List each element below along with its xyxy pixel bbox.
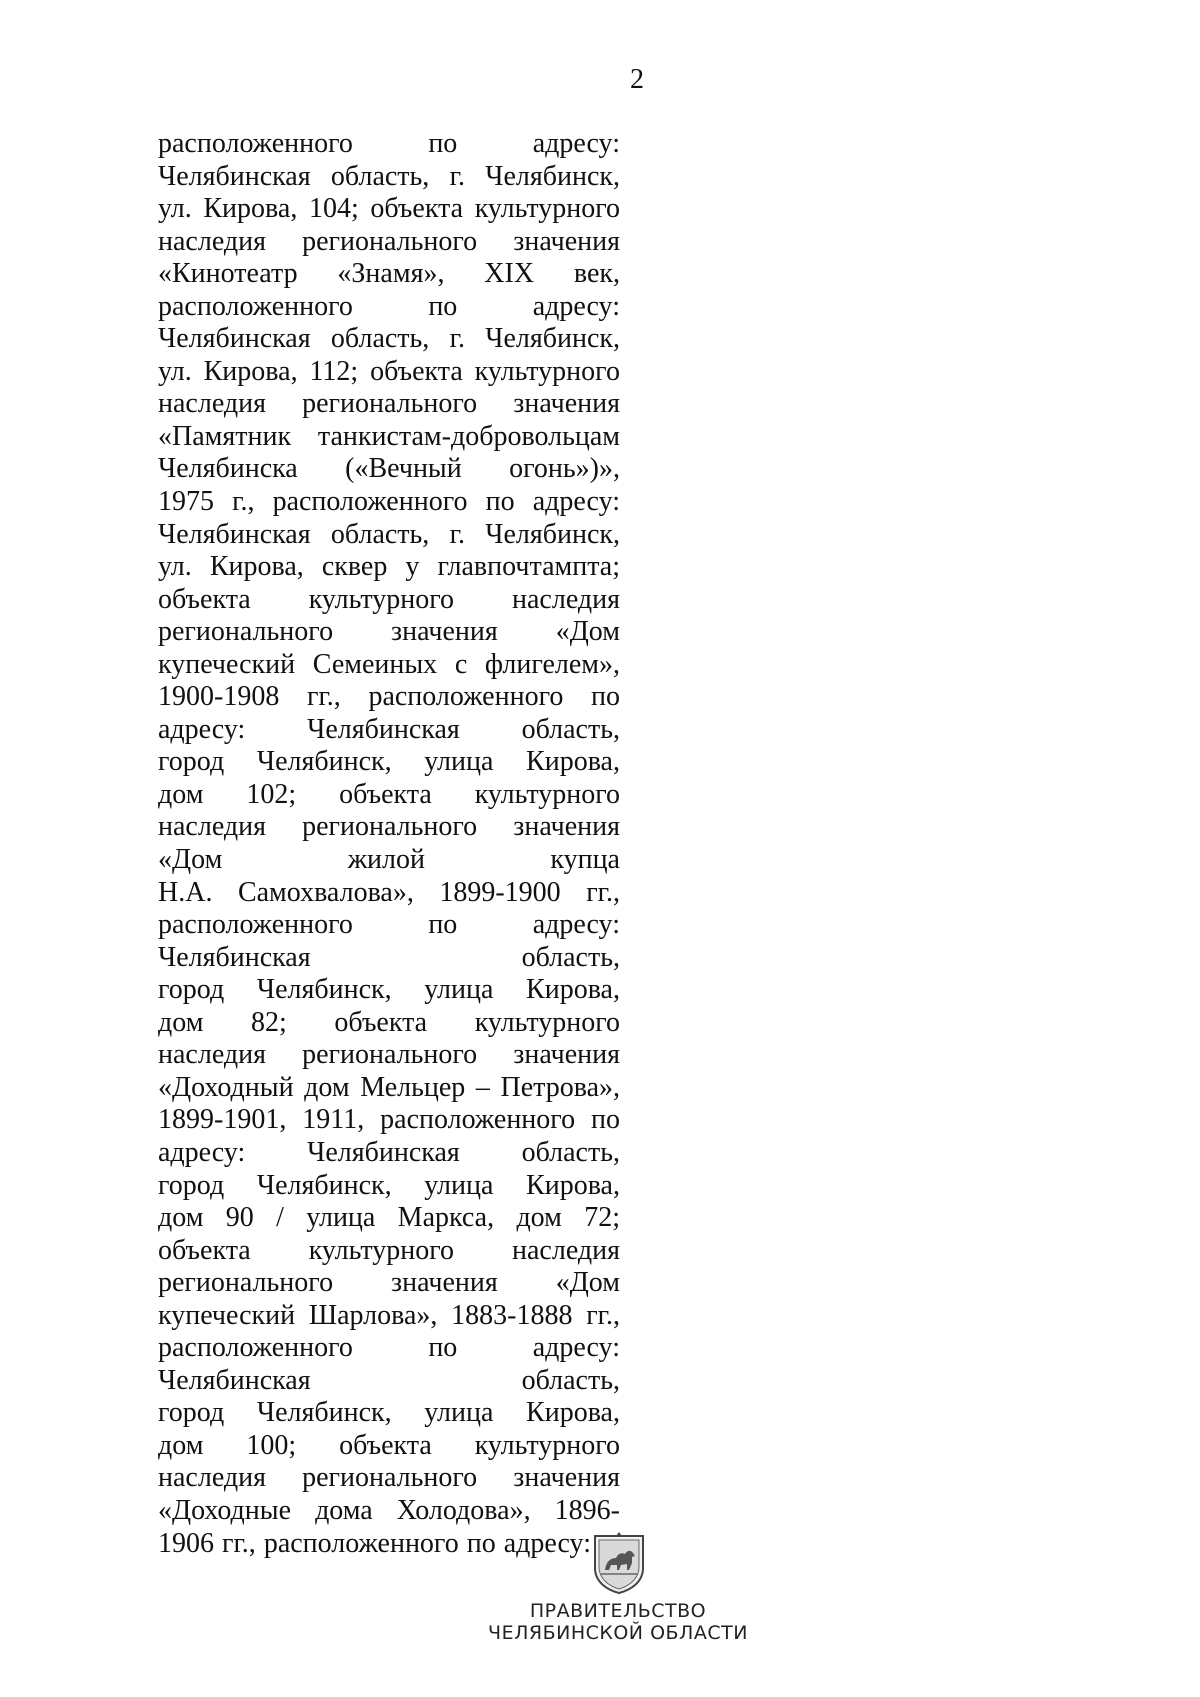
text-word: расположенного [158,1332,353,1364]
text-word: область, [330,518,430,550]
text-line [158,584,620,617]
text-word: 1896- [554,1494,620,1526]
text-word: у [405,551,420,583]
text-word: дом [158,1429,204,1461]
text-word: Челябинск, [256,1397,392,1429]
text-word: объекта [370,355,463,387]
text-line [158,1332,620,1365]
text-word: расположенного [158,909,353,941]
text-word: объекта [334,1006,428,1038]
text-word: «Дом [555,1267,620,1299]
text-word: г. [449,160,465,192]
text-word: «Дом [158,844,223,876]
text-word: по [428,1332,458,1364]
text-word: расположенного [380,1104,576,1136]
text-word: регионального [302,811,478,843]
text-word: адресу: [158,1136,246,1168]
text-word: город [158,1169,225,1201]
text-line [158,1397,620,1430]
text-line [158,844,620,877]
text-line [158,161,620,194]
text-word: регионального [302,225,478,257]
text-word: Челябинск, [256,746,392,778]
text-word: по [428,909,458,941]
text-word: регионального [302,388,478,420]
text-word: дом [304,1071,350,1103]
text-word: значения [513,811,620,843]
text-word: Челябинск, [256,974,392,1006]
text-word: Челябинск, [256,1169,392,1201]
text-word: Самохвалова», [237,876,414,908]
text-word: значения [391,1267,498,1299]
text-word: наследия [158,811,266,843]
text-word: культурного [474,355,620,387]
text-word: «Памятник [158,420,292,452]
text-line [158,388,620,421]
text-line [158,909,620,942]
text-line [158,258,620,291]
text-word: улица [424,746,494,778]
text-word: гг., [586,1299,620,1331]
text-word: 72; [584,1202,620,1234]
text-word: улица [424,1169,494,1201]
text-word: культурного [474,1006,620,1038]
text-word: адресу: [532,128,620,159]
text-line [158,811,620,844]
text-word: г. [449,323,465,355]
text-word: культурного [308,1234,454,1266]
text-word: дом [158,778,204,810]
text-word: по [428,128,458,159]
text-word: век, [573,258,620,290]
text-word: культурного [474,1429,620,1461]
text-word: культурного [308,583,454,615]
text-line [158,1235,620,1268]
text-word: адресу: [532,486,620,518]
text-line [158,746,620,779]
coat-of-arms-icon [591,1530,647,1594]
text-word: 104; [308,193,359,225]
text-line [158,1365,620,1398]
text-word: 100; [246,1429,297,1461]
text-line [158,486,620,519]
text-word: область, [521,1364,620,1396]
text-word: Кирова, [526,746,620,778]
text-word: «Доходный [158,1071,294,1103]
text-word: дом [516,1202,562,1234]
text-line [158,453,620,486]
text-word: значения [391,616,498,648]
text-word: 1975 [158,486,214,518]
text-word: регионального [158,616,334,648]
text-word: («Вечный [345,453,462,485]
text-word: дом [158,1202,204,1234]
government-stamp [466,1527,768,1644]
text-word: регионального [302,1462,478,1494]
text-word: объекта [158,1234,251,1266]
text-word: по [485,486,515,518]
text-word: «Доходные [158,1494,291,1526]
text-line [158,356,620,389]
text-word: ул. [158,355,192,387]
text-line [158,291,620,324]
text-word: 1906 [158,1527,214,1559]
text-word: главпочтампта; [437,551,620,583]
text-word: город [158,1397,225,1429]
text-word: объекта [339,778,432,810]
text-word: Петрова», [500,1071,620,1103]
text-word: Н.А. [158,876,213,908]
text-word: наследия [158,388,266,420]
text-word: г., [232,486,255,518]
text-line [158,1430,620,1463]
text-word: расположенного [272,486,468,518]
text-word: танкистам-добровольцам [317,420,620,452]
text-word: объекта [339,1429,432,1461]
text-word: / [276,1202,284,1234]
text-word: ул. [158,551,192,583]
text-word: Челябинская [158,323,311,355]
text-word: флигелем», [484,648,620,680]
text-word: гг., [222,1527,256,1559]
text-word: адресу: [532,909,620,941]
text-word: расположенного [263,1527,459,1559]
text-word: 90 [225,1202,254,1234]
text-word: купеческий [158,1299,296,1331]
text-word: 112; [309,355,359,387]
text-line [158,1202,620,1235]
page-number: 2 [630,64,644,95]
text-word: гг., [306,681,341,713]
text-word: наследия [512,583,620,615]
text-word: 1883-1888 [451,1299,573,1331]
text-word: Холодова», [396,1494,531,1526]
text-line [158,1039,620,1072]
text-word: область, [521,941,620,973]
text-line [158,714,620,747]
text-word: область, [330,323,430,355]
text-word: Челябинск, [485,160,620,192]
text-word: – [475,1071,490,1103]
text-word: Кирова, [203,355,298,387]
text-word: расположенного [158,290,353,322]
text-word: Кирова, [209,551,304,583]
text-word: культурного [474,778,620,810]
text-line [158,226,620,259]
text-word: гг., [586,876,620,908]
text-line [158,1300,620,1333]
text-word: Челябинск, [485,518,620,550]
text-word: 1900-1908 [158,681,280,713]
text-word: город [158,974,225,1006]
text-line [158,323,620,356]
text-word: объекта [158,583,251,615]
text-word: сквер [321,551,388,583]
text-word: по [591,1104,620,1136]
text-line [158,681,620,714]
text-line [158,1072,620,1105]
stamp-line-2: ЧЕЛЯБИНСКОЙ ОБЛАСТИ [488,1622,748,1644]
text-word: Маркса, [397,1202,495,1234]
text-word: значения [513,388,620,420]
text-word: 82; [251,1006,287,1038]
text-word: Челябинская [307,1136,460,1168]
text-word: адресу: [532,290,620,322]
text-word: Челябинская [158,518,311,550]
text-word: 1899-1901, [158,1104,287,1136]
text-word: адресу: [158,713,246,745]
text-word: значения [513,1462,620,1494]
text-line [158,942,620,975]
text-word: по [428,290,458,322]
text-word: 102; [246,778,297,810]
text-line [158,1170,620,1203]
text-line [158,649,620,682]
text-word: улица [306,1202,376,1234]
text-word: наследия [158,225,266,257]
text-word: область, [330,160,430,192]
text-line [158,1495,620,1528]
text-word: огонь»)», [509,453,620,485]
text-line [158,1007,620,1040]
text-word: регионального [158,1267,334,1299]
text-line [158,519,620,552]
text-word: наследия [158,1462,266,1494]
text-word: наследия [512,1234,620,1266]
text-word: Челябинская [158,1364,311,1396]
text-word: область, [521,713,620,745]
text-word: улица [424,1397,494,1429]
document-body [158,128,620,1560]
text-word: Семеиных [312,648,438,680]
text-line [158,877,620,910]
text-word: дом [158,1006,204,1038]
text-line [158,551,620,584]
text-word: дома [315,1494,373,1526]
text-word: Челябинск, [485,323,620,355]
text-word: 1911, [302,1104,365,1136]
text-word: г. [449,518,465,550]
text-word: улица [424,974,494,1006]
text-word: объекта [370,193,464,225]
text-line [158,974,620,1007]
text-line [158,616,620,649]
text-word: значения [513,225,620,257]
text-word: с [454,648,468,680]
text-word: Кирова, [526,1397,620,1429]
text-word: Челябинская [307,713,460,745]
text-word: по [466,1527,496,1559]
text-word: ул. [158,193,192,225]
text-word: по [591,681,620,713]
text-word: Челябинска [158,453,298,485]
text-word: Челябинская [158,941,311,973]
text-word: расположенного [158,128,353,159]
text-line [158,779,620,812]
stamp-line-1: ПРАВИТЕЛЬСТВО [529,1600,707,1622]
text-word: «Кинотеатр [158,258,298,290]
text-line [158,421,620,454]
text-word: Челябинская [158,160,311,192]
text-word: Кирова, [526,1169,620,1201]
text-line [158,193,620,226]
text-word: значения [513,1039,620,1071]
text-word: культурного [474,193,620,225]
text-word: купца [550,844,620,876]
text-word: Кирова, [203,193,298,225]
text-word: город [158,746,225,778]
text-word: «Знамя», [337,258,445,290]
text-word: жилой [347,844,425,876]
text-word: купеческий [158,648,296,680]
text-word: наследия [158,1039,266,1071]
text-word: Кирова, [526,974,620,1006]
text-word: адресу: [503,1527,591,1559]
text-line [158,1137,620,1170]
text-line [158,1462,620,1495]
text-word: 1899-1900 [439,876,561,908]
text-line [158,128,620,161]
text-line [158,1104,620,1137]
text-word: XIX [484,258,535,290]
text-word: расположенного [368,681,564,713]
text-word: «Дом [555,616,620,648]
text-word: регионального [302,1039,478,1071]
text-word: Мельцер [360,1071,466,1103]
text-word: Шарлова», [308,1299,438,1331]
text-line [158,1267,620,1300]
text-word: адресу: [532,1332,620,1364]
text-word: область, [521,1136,620,1168]
